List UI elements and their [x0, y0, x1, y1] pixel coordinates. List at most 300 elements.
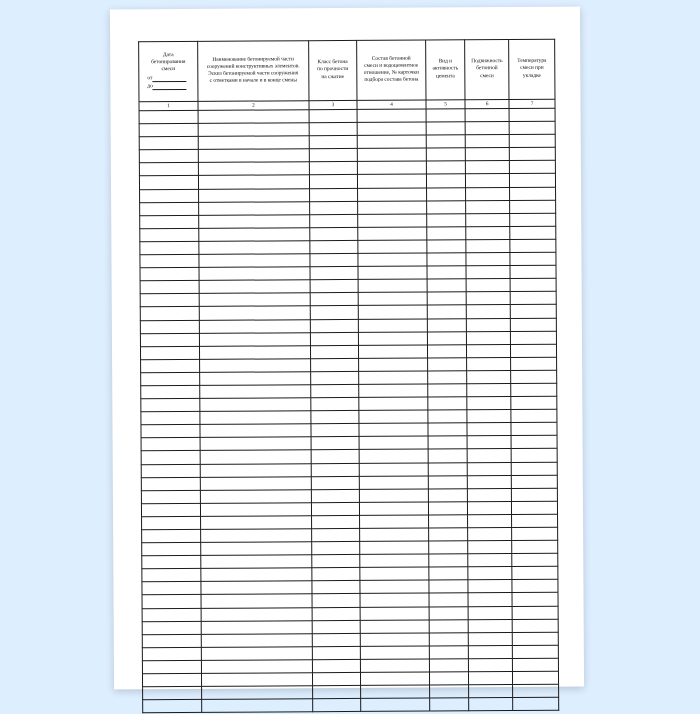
table-cell-mix-temperature-at-placing[interactable] [512, 606, 558, 619]
table-cell-mix-temperature-at-placing[interactable] [512, 553, 558, 566]
table-cell-mix-temperature-at-placing[interactable] [511, 449, 557, 462]
table-cell-mix-temperature-at-placing[interactable] [509, 148, 555, 161]
table-cell-concrete-class-strength[interactable] [310, 358, 358, 371]
table-cell-structure-name-and-sketch[interactable] [201, 620, 312, 634]
table-cell-date-of-concreting[interactable] [140, 202, 199, 215]
table-cell-date-of-concreting[interactable] [141, 503, 200, 516]
table-cell-concrete-class-strength[interactable] [312, 646, 360, 659]
table-cell-mix-workability[interactable] [468, 632, 512, 645]
table-cell-concrete-class-strength[interactable] [311, 411, 359, 424]
table-cell-mix-composition-water-cement-ratio[interactable] [360, 554, 429, 568]
table-cell-mix-composition-water-cement-ratio[interactable] [359, 358, 428, 372]
table-cell-concrete-class-strength[interactable] [311, 528, 359, 541]
table-cell-concrete-class-strength[interactable] [309, 162, 357, 175]
table-cell-cement-type-and-activity[interactable] [429, 580, 468, 593]
table-cell-mix-workability[interactable] [466, 305, 510, 318]
table-cell-mix-workability[interactable] [468, 619, 512, 632]
table-cell-cement-type-and-activity[interactable] [427, 266, 466, 279]
table-cell-structure-name-and-sketch[interactable] [200, 476, 311, 490]
table-cell-concrete-class-strength[interactable] [311, 424, 359, 437]
table-cell-date-of-concreting[interactable] [142, 516, 201, 529]
table-cell-mix-temperature-at-placing[interactable] [510, 226, 556, 239]
table-cell-cement-type-and-activity[interactable] [429, 593, 468, 606]
table-cell-mix-workability[interactable] [465, 148, 509, 161]
table-cell-concrete-class-strength[interactable] [309, 175, 357, 188]
table-cell-mix-composition-water-cement-ratio[interactable] [357, 135, 426, 149]
table-cell-cement-type-and-activity[interactable] [428, 436, 467, 449]
table-cell-structure-name-and-sketch[interactable] [199, 241, 310, 255]
table-cell-structure-name-and-sketch[interactable] [200, 345, 311, 359]
table-cell-mix-temperature-at-placing[interactable] [511, 462, 557, 475]
table-cell-date-of-concreting[interactable] [141, 385, 200, 398]
table-cell-date-of-concreting[interactable] [141, 490, 200, 503]
table-cell-structure-name-and-sketch[interactable] [199, 201, 310, 215]
table-cell-structure-name-and-sketch[interactable] [200, 372, 311, 386]
table-cell-mix-composition-water-cement-ratio[interactable] [359, 384, 428, 398]
table-cell-date-of-concreting[interactable] [140, 228, 199, 241]
table-cell-mix-composition-water-cement-ratio[interactable] [360, 593, 429, 607]
table-cell-mix-temperature-at-placing[interactable] [510, 187, 556, 200]
table-cell-concrete-class-strength[interactable] [310, 319, 358, 332]
table-cell-concrete-class-strength[interactable] [311, 437, 359, 450]
table-cell-mix-workability[interactable] [466, 187, 510, 200]
table-cell-date-of-concreting[interactable] [139, 163, 198, 176]
table-cell-concrete-class-strength[interactable] [309, 201, 357, 214]
table-cell-mix-temperature-at-placing[interactable] [512, 501, 558, 514]
table-cell-structure-name-and-sketch[interactable] [202, 699, 313, 713]
table-cell-cement-type-and-activity[interactable] [428, 384, 467, 397]
table-cell-date-of-concreting[interactable] [140, 333, 199, 346]
table-cell-mix-temperature-at-placing[interactable] [512, 619, 558, 632]
table-cell-date-of-concreting[interactable] [140, 241, 199, 254]
table-cell-date-of-concreting[interactable] [143, 687, 202, 700]
table-cell-cement-type-and-activity[interactable] [427, 292, 466, 305]
table-cell-mix-workability[interactable] [467, 423, 511, 436]
table-cell-structure-name-and-sketch[interactable] [200, 437, 311, 451]
table-cell-mix-temperature-at-placing[interactable] [512, 566, 558, 579]
table-cell-cement-type-and-activity[interactable] [429, 528, 468, 541]
table-cell-concrete-class-strength[interactable] [310, 280, 358, 293]
table-cell-structure-name-and-sketch[interactable] [198, 123, 309, 137]
table-cell-mix-composition-water-cement-ratio[interactable] [360, 633, 429, 647]
table-cell-mix-composition-water-cement-ratio[interactable] [359, 436, 428, 450]
table-cell-structure-name-and-sketch[interactable] [199, 267, 310, 281]
table-cell-concrete-class-strength[interactable] [312, 672, 360, 685]
table-cell-date-of-concreting[interactable] [140, 346, 199, 359]
table-cell-date-of-concreting[interactable] [142, 608, 201, 621]
table-cell-date-of-concreting[interactable] [140, 281, 199, 294]
table-cell-concrete-class-strength[interactable] [310, 384, 358, 397]
table-cell-mix-composition-water-cement-ratio[interactable] [357, 109, 426, 123]
table-cell-concrete-class-strength[interactable] [309, 123, 357, 136]
table-cell-mix-temperature-at-placing[interactable] [510, 239, 556, 252]
table-cell-date-of-concreting[interactable] [142, 529, 201, 542]
table-cell-mix-composition-water-cement-ratio[interactable] [359, 502, 428, 516]
table-cell-mix-temperature-at-placing[interactable] [512, 632, 558, 645]
table-cell-concrete-class-strength[interactable] [310, 240, 358, 253]
table-cell-mix-temperature-at-placing[interactable] [512, 514, 558, 527]
table-cell-date-of-concreting[interactable] [141, 438, 200, 451]
table-cell-mix-composition-water-cement-ratio[interactable] [358, 214, 427, 228]
table-cell-mix-composition-water-cement-ratio[interactable] [359, 371, 428, 385]
table-cell-date-of-concreting[interactable] [140, 268, 199, 281]
table-cell-concrete-class-strength[interactable] [311, 463, 359, 476]
table-cell-mix-workability[interactable] [468, 580, 512, 593]
table-cell-mix-composition-water-cement-ratio[interactable] [360, 580, 429, 594]
table-cell-mix-composition-water-cement-ratio[interactable] [359, 397, 428, 411]
table-cell-concrete-class-strength[interactable] [310, 293, 358, 306]
table-cell-mix-workability[interactable] [468, 541, 512, 554]
table-cell-date-of-concreting[interactable] [140, 294, 199, 307]
table-cell-date-of-concreting[interactable] [141, 451, 200, 464]
table-cell-mix-temperature-at-placing[interactable] [510, 174, 556, 187]
table-cell-structure-name-and-sketch[interactable] [200, 489, 311, 503]
table-cell-structure-name-and-sketch[interactable] [201, 607, 312, 621]
table-cell-mix-workability[interactable] [466, 200, 510, 213]
table-cell-mix-composition-water-cement-ratio[interactable] [360, 528, 429, 542]
table-cell-mix-temperature-at-placing[interactable] [511, 331, 557, 344]
table-cell-mix-composition-water-cement-ratio[interactable] [358, 345, 427, 359]
table-cell-cement-type-and-activity[interactable] [427, 331, 466, 344]
table-cell-mix-temperature-at-placing[interactable] [511, 422, 557, 435]
table-cell-mix-temperature-at-placing[interactable] [510, 213, 556, 226]
table-cell-concrete-class-strength[interactable] [312, 699, 360, 712]
table-cell-concrete-class-strength[interactable] [311, 555, 359, 568]
table-cell-date-of-concreting[interactable] [142, 647, 201, 660]
table-cell-date-of-concreting[interactable] [141, 359, 200, 372]
table-cell-mix-workability[interactable] [465, 109, 509, 122]
table-cell-mix-workability[interactable] [467, 462, 511, 475]
table-cell-date-of-concreting[interactable] [142, 556, 201, 569]
table-cell-mix-workability[interactable] [465, 161, 509, 174]
table-cell-mix-temperature-at-placing[interactable] [513, 684, 559, 697]
table-cell-structure-name-and-sketch[interactable] [201, 516, 312, 530]
table-cell-mix-composition-water-cement-ratio[interactable] [358, 240, 427, 254]
table-cell-mix-temperature-at-placing[interactable] [512, 580, 558, 593]
table-cell-mix-workability[interactable] [466, 213, 510, 226]
table-cell-structure-name-and-sketch[interactable] [201, 594, 312, 608]
table-cell-date-of-concreting[interactable] [142, 595, 201, 608]
table-cell-mix-workability[interactable] [465, 122, 509, 135]
table-cell-mix-workability[interactable] [468, 593, 512, 606]
table-cell-concrete-class-strength[interactable] [312, 594, 360, 607]
table-cell-mix-temperature-at-placing[interactable] [511, 370, 557, 383]
table-cell-cement-type-and-activity[interactable] [427, 318, 466, 331]
table-cell-cement-type-and-activity[interactable] [426, 109, 465, 122]
table-cell-date-of-concreting[interactable] [140, 320, 199, 333]
table-cell-mix-composition-water-cement-ratio[interactable] [357, 122, 426, 136]
table-cell-concrete-class-strength[interactable] [310, 345, 358, 358]
table-cell-mix-temperature-at-placing[interactable] [509, 134, 555, 147]
table-cell-cement-type-and-activity[interactable] [427, 240, 466, 253]
table-cell-cement-type-and-activity[interactable] [429, 541, 468, 554]
table-cell-cement-type-and-activity[interactable] [427, 344, 466, 357]
table-cell-concrete-class-strength[interactable] [311, 542, 359, 555]
table-cell-mix-temperature-at-placing[interactable] [511, 383, 557, 396]
table-cell-mix-composition-water-cement-ratio[interactable] [358, 332, 427, 346]
table-cell-structure-name-and-sketch[interactable] [198, 149, 309, 163]
table-cell-mix-temperature-at-placing[interactable] [512, 527, 558, 540]
table-cell-mix-temperature-at-placing[interactable] [510, 265, 556, 278]
table-cell-mix-workability[interactable] [469, 685, 513, 698]
table-cell-cement-type-and-activity[interactable] [427, 200, 466, 213]
table-cell-cement-type-and-activity[interactable] [428, 410, 467, 423]
table-cell-mix-workability[interactable] [467, 397, 511, 410]
table-cell-concrete-class-strength[interactable] [312, 607, 360, 620]
table-cell-concrete-class-strength[interactable] [312, 620, 360, 633]
table-cell-mix-workability[interactable] [469, 672, 513, 685]
table-cell-mix-composition-water-cement-ratio[interactable] [358, 279, 427, 293]
table-cell-cement-type-and-activity[interactable] [429, 515, 468, 528]
table-cell-mix-temperature-at-placing[interactable] [510, 161, 556, 174]
table-cell-concrete-class-strength[interactable] [312, 659, 360, 672]
table-cell-cement-type-and-activity[interactable] [428, 449, 467, 462]
table-cell-mix-workability[interactable] [466, 318, 510, 331]
table-cell-mix-workability[interactable] [468, 501, 512, 514]
table-cell-date-of-concreting[interactable] [139, 137, 198, 150]
table-cell-structure-name-and-sketch[interactable] [201, 581, 312, 595]
table-cell-mix-workability[interactable] [467, 357, 511, 370]
table-cell-structure-name-and-sketch[interactable] [198, 162, 309, 176]
table-cell-mix-workability[interactable] [467, 331, 511, 344]
table-cell-cement-type-and-activity[interactable] [429, 619, 468, 632]
table-cell-concrete-class-strength[interactable] [310, 267, 358, 280]
table-cell-cement-type-and-activity[interactable] [427, 253, 466, 266]
table-cell-mix-workability[interactable] [468, 567, 512, 580]
table-cell-structure-name-and-sketch[interactable] [201, 555, 312, 569]
table-cell-concrete-class-strength[interactable] [310, 253, 358, 266]
table-cell-concrete-class-strength[interactable] [309, 188, 357, 201]
table-cell-mix-temperature-at-placing[interactable] [513, 645, 559, 658]
table-cell-date-of-concreting[interactable] [140, 307, 199, 320]
table-cell-date-of-concreting[interactable] [142, 621, 201, 634]
table-cell-cement-type-and-activity[interactable] [429, 567, 468, 580]
table-cell-structure-name-and-sketch[interactable] [200, 424, 311, 438]
table-cell-mix-composition-water-cement-ratio[interactable] [359, 463, 428, 477]
table-cell-mix-temperature-at-placing[interactable] [510, 305, 556, 318]
table-cell-structure-name-and-sketch[interactable] [201, 647, 312, 661]
table-cell-cement-type-and-activity[interactable] [426, 161, 465, 174]
table-cell-structure-name-and-sketch[interactable] [199, 306, 310, 320]
table-cell-structure-name-and-sketch[interactable] [201, 503, 312, 517]
table-cell-mix-composition-water-cement-ratio[interactable] [360, 620, 429, 634]
table-cell-mix-workability[interactable] [466, 266, 510, 279]
table-cell-structure-name-and-sketch[interactable] [199, 280, 310, 294]
table-cell-mix-workability[interactable] [466, 239, 510, 252]
table-cell-date-of-concreting[interactable] [139, 150, 198, 163]
table-cell-concrete-class-strength[interactable] [312, 686, 360, 699]
table-cell-concrete-class-strength[interactable] [310, 306, 358, 319]
table-cell-mix-composition-water-cement-ratio[interactable] [357, 161, 426, 175]
table-cell-mix-composition-water-cement-ratio[interactable] [359, 423, 428, 437]
table-cell-mix-workability[interactable] [468, 527, 512, 540]
table-cell-mix-workability[interactable] [468, 514, 512, 527]
table-cell-cement-type-and-activity[interactable] [428, 488, 467, 501]
table-cell-date-of-concreting[interactable] [141, 425, 200, 438]
table-cell-cement-type-and-activity[interactable] [426, 122, 465, 135]
table-cell-date-of-concreting[interactable] [142, 569, 201, 582]
table-cell-mix-temperature-at-placing[interactable] [510, 252, 556, 265]
table-cell-mix-temperature-at-placing[interactable] [512, 488, 558, 501]
table-cell-cement-type-and-activity[interactable] [428, 462, 467, 475]
table-cell-mix-composition-water-cement-ratio[interactable] [361, 698, 430, 712]
table-cell-mix-temperature-at-placing[interactable] [510, 278, 556, 291]
table-cell-mix-composition-water-cement-ratio[interactable] [358, 227, 427, 241]
table-cell-concrete-class-strength[interactable] [311, 450, 359, 463]
table-cell-mix-workability[interactable] [466, 279, 510, 292]
table-cell-structure-name-and-sketch[interactable] [199, 319, 310, 333]
table-cell-concrete-class-strength[interactable] [309, 149, 357, 162]
table-cell-concrete-class-strength[interactable] [309, 109, 357, 122]
table-cell-mix-composition-water-cement-ratio[interactable] [357, 174, 426, 188]
table-cell-mix-composition-water-cement-ratio[interactable] [357, 148, 426, 162]
table-cell-mix-workability[interactable] [466, 226, 510, 239]
table-cell-date-of-concreting[interactable] [141, 372, 200, 385]
table-cell-date-of-concreting[interactable] [141, 464, 200, 477]
table-cell-mix-composition-water-cement-ratio[interactable] [359, 410, 428, 424]
table-cell-mix-composition-water-cement-ratio[interactable] [358, 253, 427, 267]
table-cell-mix-temperature-at-placing[interactable] [512, 540, 558, 553]
table-cell-mix-temperature-at-placing[interactable] [512, 593, 558, 606]
table-cell-structure-name-and-sketch[interactable] [202, 686, 313, 700]
table-cell-mix-workability[interactable] [467, 410, 511, 423]
table-cell-concrete-class-strength[interactable] [311, 489, 359, 502]
table-cell-concrete-class-strength[interactable] [312, 633, 360, 646]
table-cell-cement-type-and-activity[interactable] [428, 371, 467, 384]
table-cell-date-of-concreting[interactable] [142, 660, 201, 673]
table-cell-date-of-concreting[interactable] [140, 215, 199, 228]
table-cell-mix-composition-water-cement-ratio[interactable] [360, 646, 429, 660]
table-cell-concrete-class-strength[interactable] [312, 568, 360, 581]
table-cell-date-of-concreting[interactable] [142, 673, 201, 686]
table-cell-structure-name-and-sketch[interactable] [199, 228, 310, 242]
table-cell-date-of-concreting[interactable] [142, 634, 201, 647]
table-cell-concrete-class-strength[interactable] [311, 397, 359, 410]
table-cell-cement-type-and-activity[interactable] [428, 423, 467, 436]
table-cell-cement-type-and-activity[interactable] [428, 475, 467, 488]
table-cell-cement-type-and-activity[interactable] [427, 279, 466, 292]
table-cell-structure-name-and-sketch[interactable] [201, 660, 312, 674]
table-cell-mix-temperature-at-placing[interactable] [513, 697, 559, 710]
table-cell-mix-temperature-at-placing[interactable] [511, 396, 557, 409]
table-cell-mix-temperature-at-placing[interactable] [511, 475, 557, 488]
table-cell-concrete-class-strength[interactable] [310, 371, 358, 384]
table-cell-cement-type-and-activity[interactable] [426, 148, 465, 161]
table-cell-concrete-class-strength[interactable] [312, 581, 360, 594]
table-cell-mix-workability[interactable] [467, 475, 511, 488]
table-cell-structure-name-and-sketch[interactable] [201, 633, 312, 647]
table-cell-mix-workability[interactable] [466, 174, 510, 187]
table-cell-mix-temperature-at-placing[interactable] [511, 318, 557, 331]
table-cell-mix-workability[interactable] [468, 606, 512, 619]
table-cell-concrete-class-strength[interactable] [309, 214, 357, 227]
table-cell-mix-workability[interactable] [468, 645, 512, 658]
table-cell-mix-composition-water-cement-ratio[interactable] [358, 292, 427, 306]
table-cell-mix-composition-water-cement-ratio[interactable] [359, 515, 428, 529]
table-cell-cement-type-and-activity[interactable] [427, 214, 466, 227]
table-cell-mix-composition-water-cement-ratio[interactable] [358, 305, 427, 319]
table-cell-cement-type-and-activity[interactable] [429, 672, 468, 685]
table-cell-cement-type-and-activity[interactable] [427, 187, 466, 200]
table-cell-date-of-concreting[interactable] [141, 477, 200, 490]
table-cell-concrete-class-strength[interactable] [309, 136, 357, 149]
table-cell-mix-workability[interactable] [467, 488, 511, 501]
table-cell-structure-name-and-sketch[interactable] [199, 175, 310, 189]
table-cell-mix-workability[interactable] [467, 344, 511, 357]
table-cell-mix-temperature-at-placing[interactable] [511, 344, 557, 357]
table-cell-concrete-class-strength[interactable] [311, 502, 359, 515]
table-cell-date-of-concreting[interactable] [142, 542, 201, 555]
table-cell-date-of-concreting[interactable] [139, 123, 198, 136]
table-cell-structure-name-and-sketch[interactable] [199, 293, 310, 307]
table-cell-cement-type-and-activity[interactable] [429, 646, 468, 659]
table-cell-structure-name-and-sketch[interactable] [200, 385, 311, 399]
table-cell-mix-composition-water-cement-ratio[interactable] [361, 685, 430, 699]
table-cell-cement-type-and-activity[interactable] [427, 305, 466, 318]
table-cell-cement-type-and-activity[interactable] [428, 502, 467, 515]
table-cell-cement-type-and-activity[interactable] [427, 227, 466, 240]
table-cell-structure-name-and-sketch[interactable] [199, 254, 310, 268]
table-cell-mix-workability[interactable] [467, 436, 511, 449]
table-cell-mix-composition-water-cement-ratio[interactable] [360, 541, 429, 555]
table-cell-mix-workability[interactable] [466, 253, 510, 266]
table-cell-mix-temperature-at-placing[interactable] [510, 292, 556, 305]
table-cell-structure-name-and-sketch[interactable] [201, 542, 312, 556]
table-cell-cement-type-and-activity[interactable] [426, 174, 465, 187]
table-cell-mix-composition-water-cement-ratio[interactable] [357, 188, 426, 202]
table-cell-concrete-class-strength[interactable] [311, 515, 359, 528]
table-cell-mix-composition-water-cement-ratio[interactable] [360, 659, 429, 673]
table-cell-date-of-concreting[interactable] [143, 700, 202, 713]
table-cell-mix-composition-water-cement-ratio[interactable] [358, 266, 427, 280]
table-cell-mix-composition-water-cement-ratio[interactable] [359, 449, 428, 463]
table-cell-mix-composition-water-cement-ratio[interactable] [360, 607, 429, 621]
table-cell-structure-name-and-sketch[interactable] [199, 332, 310, 346]
table-cell-mix-temperature-at-placing[interactable] [510, 200, 556, 213]
table-cell-cement-type-and-activity[interactable] [429, 659, 468, 672]
table-cell-mix-composition-water-cement-ratio[interactable] [359, 476, 428, 490]
table-cell-structure-name-and-sketch[interactable] [202, 673, 313, 687]
table-cell-mix-composition-water-cement-ratio[interactable] [360, 567, 429, 581]
table-cell-structure-name-and-sketch[interactable] [199, 214, 310, 228]
table-cell-structure-name-and-sketch[interactable] [200, 450, 311, 464]
table-cell-mix-composition-water-cement-ratio[interactable] [359, 489, 428, 503]
table-cell-cement-type-and-activity[interactable] [426, 135, 465, 148]
table-cell-cement-type-and-activity[interactable] [429, 606, 468, 619]
table-cell-mix-temperature-at-placing[interactable] [509, 108, 555, 121]
table-cell-structure-name-and-sketch[interactable] [200, 463, 311, 477]
table-cell-mix-temperature-at-placing[interactable] [509, 121, 555, 134]
table-cell-concrete-class-strength[interactable] [309, 227, 357, 240]
table-cell-date-of-concreting[interactable] [140, 254, 199, 267]
table-cell-mix-workability[interactable] [467, 449, 511, 462]
table-cell-structure-name-and-sketch[interactable] [198, 136, 309, 150]
table-cell-structure-name-and-sketch[interactable] [199, 188, 310, 202]
table-cell-mix-workability[interactable] [465, 135, 509, 148]
table-cell-date-of-concreting[interactable] [140, 189, 199, 202]
table-cell-mix-temperature-at-placing[interactable] [511, 357, 557, 370]
table-cell-mix-workability[interactable] [469, 658, 513, 671]
table-cell-mix-workability[interactable] [466, 292, 510, 305]
table-cell-date-of-concreting[interactable] [139, 110, 198, 123]
table-cell-structure-name-and-sketch[interactable] [198, 110, 309, 124]
table-cell-structure-name-and-sketch[interactable] [200, 411, 311, 425]
table-cell-cement-type-and-activity[interactable] [429, 633, 468, 646]
table-cell-mix-composition-water-cement-ratio[interactable] [358, 201, 427, 215]
table-cell-cement-type-and-activity[interactable] [429, 554, 468, 567]
table-cell-date-of-concreting[interactable] [141, 398, 200, 411]
table-cell-mix-composition-water-cement-ratio[interactable] [358, 319, 427, 333]
